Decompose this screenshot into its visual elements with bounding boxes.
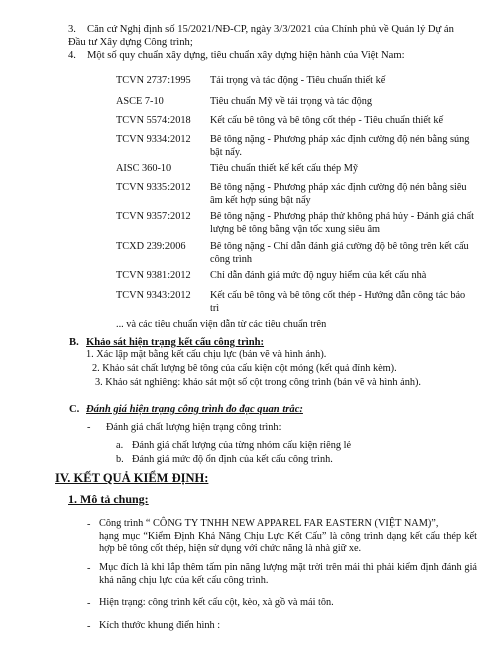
standard-description: Bê tông nặng - Chỉ dẫn đánh giá cường độ bê tông trên kết cấu công trình — [210, 241, 469, 265]
standard-description: Bê tông nặng - Phương pháp xác định cường độ nén bằng siêu âm kết hợp súng bật nẩy — [210, 182, 467, 206]
legal-item-4-text: Một số quy chuẩn xây dựng, tiêu chuẩn xây dựng hiện hành của Việt Nam: — [87, 50, 405, 61]
legal-item-3-text-cont: Đầu tư Xây dựng Công trình; — [68, 37, 193, 48]
list-bullet-dash: - — [87, 563, 91, 574]
standard-code: TCVN 9381:2012 — [116, 270, 191, 281]
standard-description: Kết cấu bê tông và bê tông cốt thép - Hướng dẫn công tác bảo trì — [210, 290, 466, 314]
standard-code: AISC 360-10 — [116, 163, 172, 174]
section-c-sub-a-text: Đánh giá chất lượng của từng nhóm cấu kiện riêng lẻ — [132, 440, 352, 451]
section-c-sub-b-text: Đánh giá mức độ ổn định của kết cấu công trình. — [132, 454, 333, 465]
legal-item-3-text: Căn cứ Nghị định số 15/2021/NĐ-CP, ngày 3/3/2021 của Chính phủ về Quản lý Dự án — [87, 24, 454, 35]
section-c-letter: C. — [69, 404, 80, 415]
standard-code: TCXD 239:2006 — [116, 241, 186, 252]
standard-code: TCVN 9357:2012 — [116, 211, 191, 222]
section-iv-heading — [55, 470, 208, 486]
section-iv-title: IV. KẾT QUẢ KIỂM ĐỊNH: — [55, 471, 209, 485]
list-item-purpose: Mục đích là khi lắp thêm tấm pin năng lượng mặt trời trên mái thì phải kiểm định đánh giá khả năng chịu lực của kết cấu công trình. — [99, 562, 477, 586]
list-item-project-description — [99, 518, 477, 556]
standard-description: Chỉ dẫn đánh giá mức độ nguy hiểm của kết cấu nhà — [210, 270, 427, 281]
list-bullet-dash: - — [87, 621, 91, 632]
legal-item-4-number: 4. — [68, 50, 76, 61]
standard-code: TCVN 5574:2018 — [116, 115, 191, 126]
section-c-sub-a-label: a. — [116, 440, 124, 451]
section-b-letter: B. — [69, 337, 79, 348]
standards-more-note: ... và các tiêu chuẩn viện dẫn từ các tiêu chuẩn trên — [116, 319, 327, 330]
section-1-heading: 1. Mô tả chung: — [68, 492, 149, 506]
standard-code: TCVN 9335:2012 — [116, 182, 191, 193]
standard-description: Bê tông nặng - Phương pháp xác định cường độ nén bằng súng bật nẩy. — [210, 134, 470, 158]
standard-code: TCVN 2737:1995 — [116, 75, 191, 86]
section-b-item-1: 1. Xác lập mặt bằng kết cấu chịu lực (bản vẽ và hình ảnh). — [86, 349, 327, 360]
section-c-title: Đánh giá hiện trạng công trình đo đạc quan trắc: — [86, 404, 303, 415]
section-b-item-3: 3. Khảo sát nghiêng: khảo sát một số cột trong công trình (bản vẽ và hình ảnh). — [95, 377, 422, 388]
section-b-item-2: 2. Khảo sát chất lượng bê tông của cấu kiện cột móng (kết quả đính kèm). — [92, 363, 397, 374]
project-description-rest: hạng mục “Kiểm Định Khả Năng Chịu Lực Kết Cấu” là công trình dạng kết cấu thép kết hợp bê tông cốt thép, hiện sử dụng với chức năng là nhà giữ xe. — [99, 530, 477, 554]
standard-code: TCVN 9343:2012 — [116, 290, 191, 301]
standard-description: Kết cấu bê tông và bê tông cốt thép - Tiêu chuẩn thiết kế — [210, 115, 444, 126]
standard-description: Bê tông nặng - Phương pháp thử không phá hủy - Đánh giá chất lượng bê tông bằng vận tốc xung siêu âm — [210, 211, 474, 235]
standard-description: Tiêu chuẩn thiết kế kết cấu thép Mỹ — [210, 163, 359, 174]
project-description-line-1: Công trình “ CÔNG TY TNHH NEW APPAREL FAR EASTERN (VIỆT NAM)”, — [99, 518, 439, 529]
section-c-dash-item: Đánh giá chất lượng hiện trạng công trình: — [106, 422, 282, 433]
list-item-current-state: Hiện trạng: công trình kết cấu cột, kèo, xà gồ và mái tôn. — [99, 597, 334, 608]
list-bullet-dash: - — [87, 598, 91, 609]
section-b-title: Khảo sát hiện trạng kết cấu công trình: — [86, 337, 265, 348]
section-c-sub-b-label: b. — [116, 454, 124, 465]
list-bullet-dash: - — [87, 519, 91, 530]
standard-code: TCVN 9334:2012 — [116, 134, 191, 145]
legal-item-3-number: 3. — [68, 24, 76, 35]
standard-description: Tiêu chuẩn Mỹ về tải trọng và tác động — [210, 96, 373, 107]
section-c-dash: - — [87, 422, 91, 433]
list-item-frame-dimensions: Kích thước khung điển hình : — [99, 620, 221, 631]
standard-description: Tải trọng và tác động - Tiêu chuẩn thiết kế — [210, 75, 386, 86]
standard-code: ASCE 7-10 — [116, 96, 164, 107]
